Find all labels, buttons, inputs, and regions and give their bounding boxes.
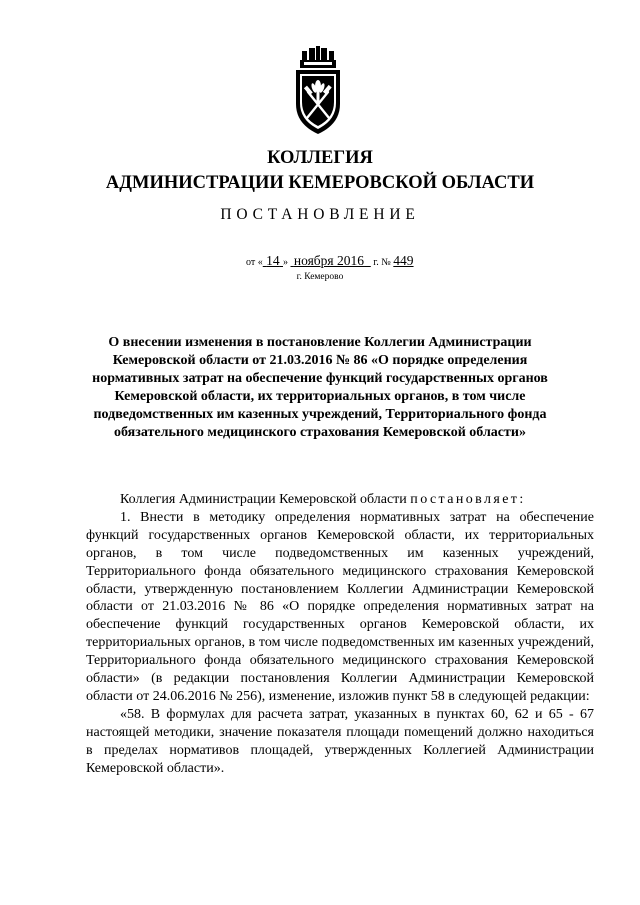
- document-city: г. Кемерово: [296, 272, 344, 282]
- number-label: №: [381, 257, 391, 268]
- date-close-quote: »: [283, 257, 288, 268]
- org-title-line2: АДМИНИСТРАЦИИ КЕМЕРОВСКОЙ ОБЛАСТИ: [105, 173, 535, 193]
- intro-paragraph: Коллегия Администрации Кемеровской области постановляет:: [120, 492, 526, 507]
- intro-verb: постановляет:: [410, 492, 526, 507]
- document-type: ПОСТАНОВЛЕНИЕ: [220, 206, 420, 223]
- crown-icon: [300, 46, 336, 68]
- coat-of-arms-icon: [290, 46, 346, 136]
- date-day: 14: [266, 253, 280, 268]
- document-number: 449: [393, 253, 414, 268]
- date-month-year: ноября 2016: [293, 253, 365, 268]
- org-title-line1: КОЛЛЕГИЯ: [267, 148, 373, 168]
- date-from-label: от «: [246, 257, 263, 268]
- paragraph-2: «58. В формулах для расчета затрат, указанных в пунктах 60, 62 и 65 - 67 настоящей методики, значение показателя площади помещений должно находиться в пределах нормативов площадей, утвержденных Коллегией Администрации Кемеровской области».: [86, 706, 594, 776]
- document-dateline: [246, 253, 466, 269]
- date-year-suffix: г.: [373, 257, 379, 268]
- paragraph-1: 1. Внести в методику определения нормативных затрат на обеспечение функций государственных органов Кемеровской области, их территориальных органов, в том числе подведомственных им казенных учреждений, Территориального фонда обязательного медицинского страхования Кемеровской области, утвержденную постановлением Коллегии Администрации Кемеровской области от 21.03.2016 № 86 «О порядке определения нормативных затрат на обеспечение функций государственных органов Кемеровской области, их территориальных органов, в том числе подведомственных им казенных учреждений, Территориального фонда обязательного медицинского страхования Кемеровской области» (в редакции постановления Коллегии Администрации Кемеровской области от 24.06.2016 № 256), изменение, изложив пункт 58 в следующей редакции:: [86, 509, 594, 704]
- document-body: [86, 491, 594, 778]
- document-title: О внесении изменения в постановление Коллегии Администрации Кемеровской области от 21.03.2016 № 86 «О порядке определения нормативных затрат на обеспечение функций государственных органов Кемеровской области, их территориальных органов, в том числе подведомственных им казенных учреждений, Территориального фонда обязательного медицинского страхования Кемеровской области»: [92, 335, 548, 440]
